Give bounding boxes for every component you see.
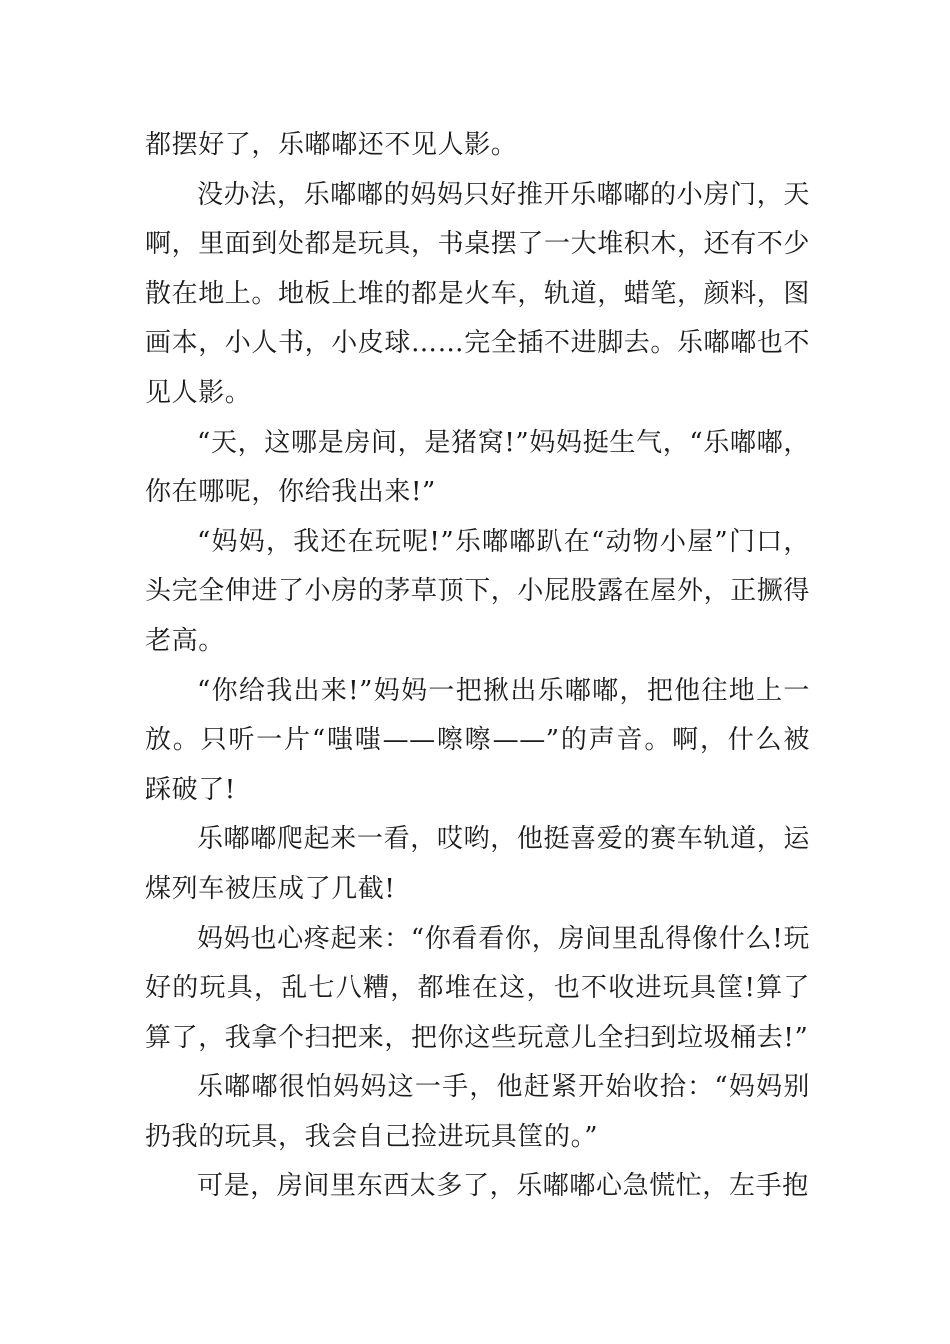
- paragraph: 没办法，乐嘟嘟的妈妈只好推开乐嘟嘟的小房门，天啊，里面到处都是玩具，书桌摆了一大堆积木，还有不少散在地上。地板上堆的都是火车，轨道，蜡笔，颜料，图画本，小人书，小皮球……完全插不进脚去。乐嘟嘟也不见人影。: [145, 179, 811, 408]
- paragraph-continued: 都摆好了，乐嘟嘟还不见人影。: [145, 130, 518, 160]
- paragraph: 可是，房间里东西太多了，乐嘟嘟心急慌忙，左手抱: [197, 1171, 809, 1202]
- paragraph: “妈妈，我还在玩呢!”乐嘟嘟趴在“动物小屋”门口，头完全伸进了小房的茅草顶下，小屁股露在屋外，正撅得老高。: [145, 526, 811, 656]
- paragraph: 妈妈也心疼起来：“你看看你，房间里乱得像什么!玩好的玩具，乱七八糟，都堆在这，也不收进玩具筐!算了算了，我拿个扫把来，把你这些玩意儿全扫到垃圾桶去!”: [145, 923, 810, 1053]
- paragraph: “天，这哪是房间，是猪窝!”妈妈挺生气，“乐嘟嘟，你在哪呢，你给我出来!”: [145, 427, 810, 508]
- paragraph: 乐嘟嘟爬起来一看，哎哟，他挺喜爱的赛车轨道，运煤列车被压成了几截!: [145, 824, 810, 904]
- story-text: [145, 121, 810, 1212]
- paragraph: “你给我出来!”妈妈一把揪出乐嘟嘟，把他往地上一放。只听一片“嗤嗤——嚓嚓——”的声音。啊，什么被踩破了!: [145, 675, 810, 805]
- paragraph: 乐嘟嘟很怕妈妈这一手，他赶紧开始收拾：“妈妈别扔我的玩具，我会自己捡进玩具筐的。”: [145, 1072, 810, 1152]
